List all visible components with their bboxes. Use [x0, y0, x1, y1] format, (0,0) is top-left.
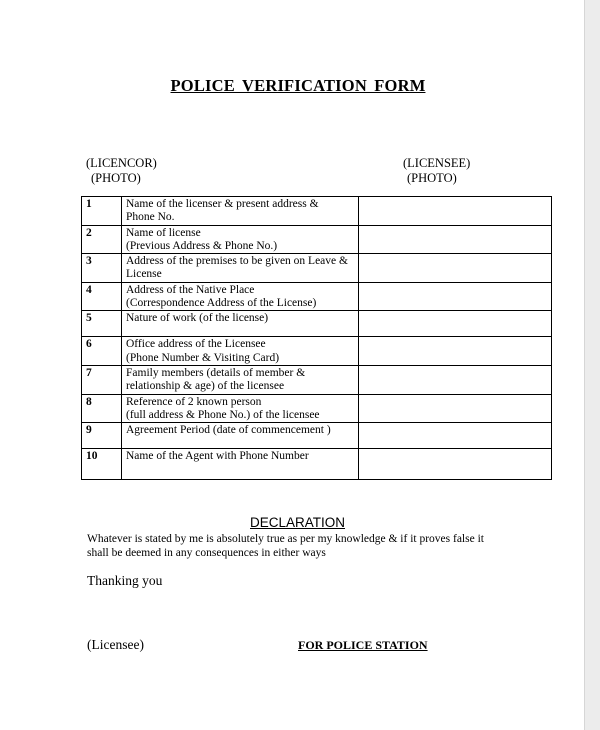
licencor-label: (LICENCOR) — [86, 156, 157, 170]
row-description: Family members (details of member & relationship & age) of the licensee — [122, 365, 359, 394]
thanking-text: Thanking you — [87, 573, 163, 588]
table-row — [82, 423, 552, 449]
row-number: 10 — [82, 449, 122, 480]
row-number: 2 — [82, 225, 122, 254]
row-value-field[interactable] — [359, 311, 552, 337]
table-row — [82, 282, 552, 311]
declaration-text: Whatever is stated by me is absolutely true as per my knowledge & if it proves false it shall be deemed in any consequences in either ways — [87, 533, 484, 559]
table-row — [82, 337, 552, 366]
row-number: 7 — [82, 365, 122, 394]
row-number: 8 — [82, 394, 122, 423]
row-number: 1 — [82, 197, 122, 226]
row-description: Reference of 2 known person (full address & Phone No.) of the licensee — [122, 394, 359, 423]
row-number: 6 — [82, 337, 122, 366]
row-number: 9 — [82, 423, 122, 449]
row-description: Address of the Native Place (Correspondence Address of the License) — [122, 282, 359, 311]
licensee-label: (LICENSEE) — [403, 156, 471, 170]
table-row — [82, 311, 552, 337]
police-station-label: FOR POLICE STATION — [298, 638, 428, 652]
form-title: POLICE VERIFICATION FORM — [170, 76, 426, 95]
row-description: Nature of work (of the license) — [122, 311, 359, 337]
row-value-field[interactable] — [359, 197, 552, 226]
licensee-photo-label — [403, 156, 470, 186]
table-row — [82, 449, 552, 480]
row-value-field[interactable] — [359, 254, 552, 283]
row-number: 5 — [82, 311, 122, 337]
row-number: 3 — [82, 254, 122, 283]
licencor-photo-text: (PHOTO) — [91, 171, 141, 185]
table-row — [82, 394, 552, 423]
row-description: Office address of the Licensee (Phone Number & Visiting Card) — [122, 337, 359, 366]
row-description: Address of the premises to be given on Leave & License — [122, 254, 359, 283]
row-value-field[interactable] — [359, 449, 552, 480]
row-description: Name of the licenser & present address & Phone No. — [122, 197, 359, 226]
row-number: 4 — [82, 282, 122, 311]
row-value-field[interactable] — [359, 365, 552, 394]
row-description: Name of the Agent with Phone Number — [122, 449, 359, 480]
verification-table — [81, 196, 552, 480]
row-value-field[interactable] — [359, 394, 552, 423]
licensee-photo-text: (PHOTO) — [407, 171, 457, 185]
row-description: Agreement Period (date of commencement ) — [122, 423, 359, 449]
row-value-field[interactable] — [359, 337, 552, 366]
row-value-field[interactable] — [359, 282, 552, 311]
licencor-photo-label — [86, 156, 157, 186]
licensee-signature-label: (Licensee) — [87, 637, 144, 652]
table-row — [82, 254, 552, 283]
declaration-heading: DECLARATION — [250, 515, 346, 530]
table-row — [82, 225, 552, 254]
vertical-scrollbar[interactable] — [584, 0, 600, 730]
row-description: Name of license (Previous Address & Phone No.) — [122, 225, 359, 254]
table-row — [82, 197, 552, 226]
row-value-field[interactable] — [359, 225, 552, 254]
row-value-field[interactable] — [359, 423, 552, 449]
table-row — [82, 365, 552, 394]
